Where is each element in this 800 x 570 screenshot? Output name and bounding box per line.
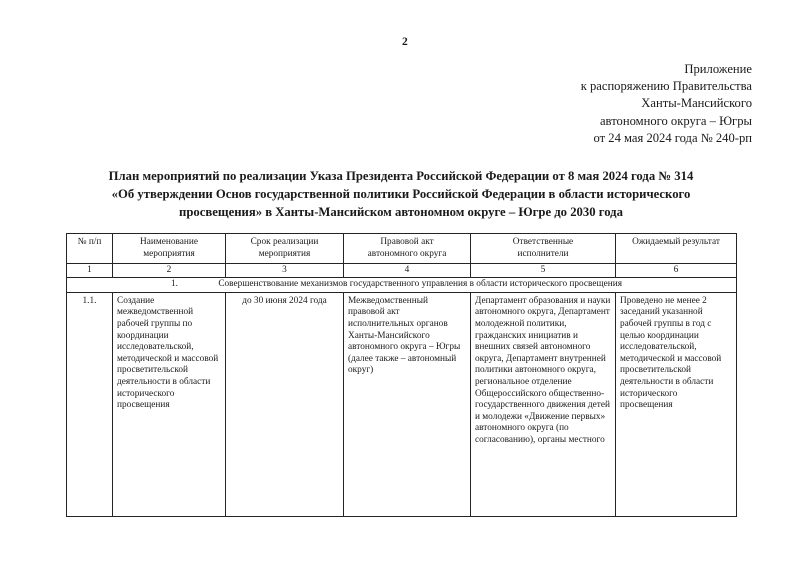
- table-header-cell-2: [113, 234, 226, 264]
- table-column-number-row: [67, 263, 737, 278]
- document-title-line-3: просвещения» в Ханты-Мансийском автономном округе – Югре до 2030 года: [179, 205, 623, 220]
- table-header-cell-1: [67, 234, 113, 264]
- header-line: Наименование: [140, 237, 198, 247]
- table-header-cell-4: [344, 234, 471, 264]
- header-line: № п/п: [77, 237, 102, 247]
- appendix-line-3: Ханты-Мансийского: [641, 96, 752, 111]
- row-index: 1.1.: [67, 292, 113, 516]
- document-title-line-1: План мероприятий по реализации Указа Президента Российской Федерации от 8 мая 2024 года № 314: [108, 169, 694, 183]
- appendix-line-2: к распоряжению Правительства: [580, 79, 752, 94]
- column-number-4: 4: [344, 263, 471, 278]
- header-line: автономного округа: [367, 248, 447, 259]
- appendix-header-block: [422, 61, 752, 147]
- column-number-5: 5: [471, 263, 616, 278]
- header-line: исполнители: [517, 248, 569, 259]
- table-header-row: [67, 234, 737, 264]
- table-row: [67, 292, 737, 516]
- section-row-cell: [67, 278, 737, 293]
- section-number: 1.: [171, 279, 178, 290]
- header-line: Ожидаемый результат: [632, 237, 720, 247]
- header-line: Срок реализации: [250, 237, 319, 247]
- table-section-row: [67, 278, 737, 293]
- column-number-1: 1: [67, 263, 113, 278]
- plan-table: [66, 233, 737, 517]
- row-legal-act: Межведомственный правовой акт исполнительных органов Ханты-Мансийского автономного округа – Югры (далее также – автономный округ): [344, 292, 471, 516]
- table-header-cell-6: [616, 234, 737, 264]
- row-term: до 30 июня 2024 года: [226, 292, 344, 516]
- row-measure: Создание межведомственной рабочей группы по координации исследовательской, методической и массовой просветительской деятельности в области исторического просвещения: [113, 292, 226, 516]
- table-header-cell-5: [471, 234, 616, 264]
- column-number-3: 3: [226, 263, 344, 278]
- appendix-line-4: автономного округа – Югры: [599, 113, 752, 128]
- section-inner: [71, 279, 732, 291]
- column-number-2: 2: [113, 263, 226, 278]
- column-number-6: 6: [616, 263, 737, 278]
- page-number: 2: [402, 36, 408, 48]
- document-title: [65, 167, 737, 222]
- header-line: мероприятия: [143, 248, 195, 259]
- appendix-line-1: Приложение: [684, 62, 752, 76]
- header-line: Ответственные: [512, 237, 574, 247]
- appendix-line-5: от 24 мая 2024 года № 240-рп: [593, 130, 752, 145]
- document-title-line-2: «Об утверждении Основ государственной политики Российской Федерации в области исторического: [111, 187, 691, 202]
- row-result: Проведено не менее 2 заседаний указанной рабочей группы в год с целью координации исследовательской, методической и массовой просветительской деятельности в области исторического просвещения: [616, 292, 737, 516]
- header-line: Правовой акт: [380, 237, 434, 247]
- section-title: Совершенствование механизмов государственного управления в области исторического просвещения: [218, 279, 623, 290]
- header-line: мероприятия: [258, 248, 311, 259]
- row-executors: Департамент образования и науки автономного округа, Департамент молодежной политики, гражданских инициатив и внешних связей автономного округа, Департамент внутренней политики автономного округа, региональное отделение Общероссийского общественно-государственного движения детей и молодежи «Движение первых» автономного округа (по согласованию), органы местного: [471, 292, 616, 516]
- table-header-cell-3: [226, 234, 344, 264]
